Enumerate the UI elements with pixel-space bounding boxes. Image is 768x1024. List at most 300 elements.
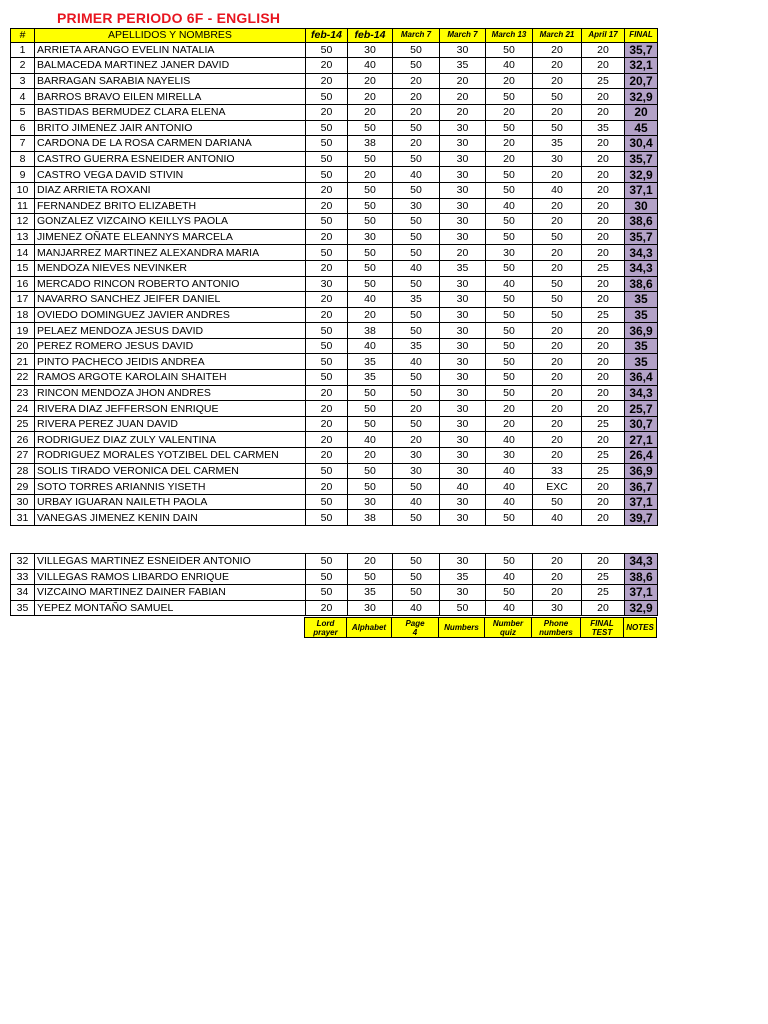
cell-feb14-b: 35 [348,370,393,386]
table-row [11,307,658,323]
header-april17: April 17 [582,29,625,43]
cell-feb14-b: 50 [348,569,393,585]
cell-march13: 50 [486,338,533,354]
cell-feb14-b: 40 [348,338,393,354]
cell-feb14-a: 20 [306,104,348,120]
cell-march7-a: 40 [393,260,440,276]
header-final: FINAL [625,29,658,43]
cell-feb14-b: 50 [348,151,393,167]
table-row [11,276,658,292]
cell-march21: 20 [533,569,582,585]
cell-final: 39,7 [625,510,658,526]
cell-name: MERCADO RINCON ROBERTO ANTONIO [35,276,306,292]
cell-feb14-b: 50 [348,401,393,417]
cell-final: 30 [625,198,658,214]
cell-march21: 20 [533,104,582,120]
table-row [11,569,658,585]
cell-feb14-b: 20 [348,73,393,89]
cell-march21: 40 [533,182,582,198]
cell-feb14-a: 50 [306,554,348,570]
cell-march21: 20 [533,354,582,370]
cell-april17: 20 [582,401,625,417]
cell-feb14-a: 50 [306,354,348,370]
cell-feb14-b: 50 [348,260,393,276]
header-march7-a: March 7 [393,29,440,43]
cell-march7-a: 40 [393,167,440,183]
cell-feb14-b: 50 [348,416,393,432]
legend-phone-numbers: Phone numbers [532,618,581,638]
cell-march13: 40 [486,569,533,585]
cell-num: 3 [11,73,35,89]
cell-april17: 25 [582,569,625,585]
cell-march7-a: 50 [393,510,440,526]
legend-notes: NOTES [624,618,657,638]
cell-feb14-a: 50 [306,42,348,58]
cell-march7-b: 30 [440,463,486,479]
cell-num: 28 [11,463,35,479]
cell-num: 22 [11,370,35,386]
header-march21: March 21 [533,29,582,43]
cell-april17: 20 [582,89,625,105]
table-row [11,600,658,616]
cell-april17: 20 [582,323,625,339]
cell-march7-b: 30 [440,338,486,354]
table-row [11,73,658,89]
cell-feb14-a: 20 [306,73,348,89]
cell-march7-b: 30 [440,229,486,245]
cell-march13: 50 [486,182,533,198]
cell-num: 34 [11,585,35,601]
legend-page-4: Page 4 [392,618,439,638]
table-row [11,229,658,245]
cell-num: 14 [11,245,35,261]
grades-table-extra [10,553,658,616]
cell-march7-a: 20 [393,89,440,105]
cell-feb14-b: 38 [348,323,393,339]
cell-april17: 20 [582,370,625,386]
cell-march7-b: 30 [440,554,486,570]
header-row [11,29,658,43]
cell-num: 8 [11,151,35,167]
table-row [11,182,658,198]
cell-march7-b: 30 [440,307,486,323]
cell-march13: 40 [486,432,533,448]
cell-final: 34,3 [625,245,658,261]
table-row [11,120,658,136]
cell-march7-a: 40 [393,494,440,510]
cell-april17: 20 [582,104,625,120]
cell-name: OVIEDO DOMINGUEZ JAVIER ANDRES [35,307,306,323]
cell-final: 25,7 [625,401,658,417]
cell-name: RODRIGUEZ DIAZ ZULY VALENTINA [35,432,306,448]
cell-march7-b: 35 [440,569,486,585]
cell-final: 32,9 [625,89,658,105]
cell-feb14-a: 50 [306,338,348,354]
cell-march13: 50 [486,214,533,230]
cell-march21: 20 [533,42,582,58]
cell-feb14-b: 20 [348,104,393,120]
cell-feb14-a: 20 [306,432,348,448]
cell-final: 30,4 [625,136,658,152]
cell-march21: 20 [533,585,582,601]
cell-num: 5 [11,104,35,120]
sheet-title: PRIMER PERIODO 6F - ENGLISH [57,10,281,26]
table-row [11,585,658,601]
cell-april17: 20 [582,338,625,354]
cell-march7-b: 20 [440,104,486,120]
cell-feb14-b: 50 [348,198,393,214]
cell-march13: 50 [486,292,533,308]
cell-march13: 20 [486,401,533,417]
cell-march7-a: 35 [393,292,440,308]
cell-march7-a: 30 [393,463,440,479]
cell-feb14-a: 50 [306,494,348,510]
cell-name: URBAY IGUARAN NAILETH PAOLA [35,494,306,510]
legend-alphabet: Alphabet [347,618,392,638]
cell-name: GONZALEZ VIZCAINO KEILLYS PAOLA [35,214,306,230]
cell-march7-a: 35 [393,338,440,354]
table-row [11,292,658,308]
cell-april17: 25 [582,307,625,323]
cell-num: 17 [11,292,35,308]
cell-march7-b: 30 [440,136,486,152]
cell-num: 21 [11,354,35,370]
cell-march13: 50 [486,42,533,58]
cell-march7-b: 30 [440,276,486,292]
cell-april17: 20 [582,479,625,495]
cell-march21: 50 [533,494,582,510]
cell-final: 36,9 [625,463,658,479]
cell-march7-b: 30 [440,432,486,448]
cell-march13: 40 [486,58,533,74]
cell-name: VANEGAS JIMENEZ KENIN DAIN [35,510,306,526]
cell-final: 35,7 [625,42,658,58]
cell-feb14-b: 20 [348,167,393,183]
cell-march7-b: 30 [440,198,486,214]
cell-feb14-b: 40 [348,292,393,308]
cell-march7-a: 50 [393,58,440,74]
cell-march21: EXC [533,479,582,495]
cell-march13: 40 [486,198,533,214]
cell-march7-b: 30 [440,370,486,386]
cell-march13: 50 [486,385,533,401]
cell-march7-a: 50 [393,569,440,585]
cell-march21: 30 [533,151,582,167]
cell-feb14-a: 50 [306,510,348,526]
cell-march21: 20 [533,416,582,432]
cell-march7-b: 30 [440,323,486,339]
table-row [11,338,658,354]
cell-march13: 50 [486,307,533,323]
cell-name: CASTRO GUERRA ESNEIDER ANTONIO [35,151,306,167]
cell-april17: 20 [582,151,625,167]
cell-num: 7 [11,136,35,152]
cell-feb14-a: 20 [306,292,348,308]
cell-feb14-b: 50 [348,214,393,230]
cell-march21: 20 [533,338,582,354]
cell-final: 26,4 [625,448,658,464]
cell-march21: 20 [533,432,582,448]
table-row [11,89,658,105]
cell-april17: 20 [582,600,625,616]
cell-name: ARRIETA ARANGO EVELIN NATALIA [35,42,306,58]
cell-final: 37,1 [625,182,658,198]
cell-march7-a: 40 [393,600,440,616]
legend-number-quiz: Number quiz [485,618,532,638]
cell-march13: 50 [486,89,533,105]
cell-march13: 20 [486,416,533,432]
table-row [11,136,658,152]
cell-final: 34,3 [625,385,658,401]
table-row [11,151,658,167]
cell-march13: 50 [486,260,533,276]
cell-feb14-b: 20 [348,307,393,323]
cell-name: CASTRO VEGA DAVID STIVIN [35,167,306,183]
cell-feb14-b: 30 [348,42,393,58]
cell-name: NAVARRO SANCHEZ JEIFER DANIEL [35,292,306,308]
cell-feb14-b: 30 [348,600,393,616]
cell-march7-b: 20 [440,89,486,105]
cell-march7-a: 50 [393,554,440,570]
cell-num: 26 [11,432,35,448]
cell-april17: 25 [582,416,625,432]
cell-march7-a: 50 [393,120,440,136]
cell-march21: 35 [533,136,582,152]
cell-num: 11 [11,198,35,214]
cell-num: 33 [11,569,35,585]
cell-march7-a: 50 [393,229,440,245]
cell-march7-a: 40 [393,354,440,370]
cell-feb14-a: 50 [306,151,348,167]
cell-num: 6 [11,120,35,136]
cell-april17: 25 [582,585,625,601]
cell-name: BALMACEDA MARTINEZ JANER DAVID [35,58,306,74]
cell-march7-b: 20 [440,73,486,89]
cell-march21: 20 [533,73,582,89]
cell-march13: 50 [486,510,533,526]
cell-march7-a: 50 [393,42,440,58]
cell-num: 10 [11,182,35,198]
cell-april17: 20 [582,167,625,183]
cell-march21: 20 [533,260,582,276]
header-feb14-a: feb-14 [306,29,348,43]
table-row [11,401,658,417]
cell-march21: 50 [533,276,582,292]
table-row [11,510,658,526]
cell-feb14-a: 20 [306,260,348,276]
cell-march7-b: 30 [440,120,486,136]
cell-march7-a: 50 [393,214,440,230]
cell-name: FERNANDEZ BRITO ELIZABETH [35,198,306,214]
cell-march7-b: 30 [440,42,486,58]
cell-march13: 40 [486,494,533,510]
cell-march7-a: 30 [393,198,440,214]
cell-march13: 40 [486,600,533,616]
cell-feb14-a: 50 [306,585,348,601]
cell-name: VILLEGAS MARTINEZ ESNEIDER ANTONIO [35,554,306,570]
cell-april17: 20 [582,292,625,308]
cell-march21: 20 [533,58,582,74]
cell-march7-a: 50 [393,416,440,432]
cell-april17: 25 [582,463,625,479]
cell-name: VILLEGAS RAMOS LIBARDO ENRIQUE [35,569,306,585]
cell-feb14-a: 50 [306,120,348,136]
table-row [11,245,658,261]
cell-march7-b: 30 [440,292,486,308]
cell-march7-b: 30 [440,214,486,230]
cell-march7-b: 30 [440,585,486,601]
cell-name: RIVERA DIAZ JEFFERSON ENRIQUE [35,401,306,417]
cell-march7-a: 20 [393,104,440,120]
cell-feb14-a: 20 [306,198,348,214]
cell-march7-a: 20 [393,73,440,89]
cell-num: 27 [11,448,35,464]
cell-feb14-a: 20 [306,385,348,401]
cell-num: 31 [11,510,35,526]
cell-feb14-b: 50 [348,120,393,136]
cell-final: 35 [625,307,658,323]
cell-march21: 20 [533,214,582,230]
cell-march7-b: 30 [440,510,486,526]
cell-feb14-a: 20 [306,182,348,198]
cell-feb14-a: 50 [306,463,348,479]
cell-march21: 20 [533,198,582,214]
cell-feb14-a: 20 [306,600,348,616]
cell-april17: 20 [582,354,625,370]
cell-march7-b: 30 [440,151,486,167]
table-row [11,416,658,432]
table-row [11,42,658,58]
cell-name: RAMOS ARGOTE KAROLAIN SHAITEH [35,370,306,386]
cell-march13: 50 [486,229,533,245]
cell-final: 35 [625,292,658,308]
cell-april17: 35 [582,120,625,136]
cell-march13: 50 [486,354,533,370]
cell-feb14-a: 20 [306,448,348,464]
cell-april17: 20 [582,276,625,292]
cell-feb14-a: 20 [306,401,348,417]
header-feb14-b: feb-14 [348,29,393,43]
cell-num: 23 [11,385,35,401]
cell-feb14-b: 50 [348,463,393,479]
cell-feb14-a: 20 [306,416,348,432]
cell-march13: 50 [486,167,533,183]
cell-march7-b: 40 [440,479,486,495]
cell-april17: 20 [582,42,625,58]
cell-feb14-b: 40 [348,432,393,448]
cell-march7-b: 20 [440,245,486,261]
table-row [11,198,658,214]
cell-march13: 40 [486,479,533,495]
header-name: APELLIDOS Y NOMBRES [35,29,306,43]
cell-final: 37,1 [625,585,658,601]
table-row [11,260,658,276]
cell-final: 37,1 [625,494,658,510]
cell-feb14-a: 50 [306,167,348,183]
cell-march7-a: 50 [393,182,440,198]
cell-feb14-b: 50 [348,182,393,198]
cell-april17: 20 [582,510,625,526]
cell-name: PEREZ ROMERO JESUS DAVID [35,338,306,354]
header-march13: March 13 [486,29,533,43]
table-row [11,58,658,74]
cell-num: 16 [11,276,35,292]
cell-final: 32,9 [625,600,658,616]
cell-num: 19 [11,323,35,339]
cell-march21: 50 [533,229,582,245]
table-row [11,370,658,386]
table-row [11,448,658,464]
legend-lord-prayer: Lord prayer [305,618,347,638]
cell-final: 34,3 [625,554,658,570]
cell-name: RODRIGUEZ MORALES YOTZIBEL DEL CARMEN [35,448,306,464]
table-row [11,167,658,183]
cell-num: 24 [11,401,35,417]
cell-name: MENDOZA NIEVES NEVINKER [35,260,306,276]
cell-final: 35,7 [625,229,658,245]
cell-name: JIMENEZ OÑATE ELEANNYS MARCELA [35,229,306,245]
table-row [11,385,658,401]
cell-march21: 20 [533,245,582,261]
cell-num: 4 [11,89,35,105]
cell-march21: 33 [533,463,582,479]
cell-march7-b: 35 [440,260,486,276]
cell-feb14-a: 50 [306,370,348,386]
cell-name: BRITO JIMENEZ JAIR ANTONIO [35,120,306,136]
cell-march7-a: 50 [393,370,440,386]
cell-march7-a: 50 [393,245,440,261]
table-row [11,463,658,479]
cell-march13: 50 [486,323,533,339]
table-row [11,354,658,370]
cell-march7-a: 30 [393,448,440,464]
cell-num: 20 [11,338,35,354]
cell-march13: 40 [486,276,533,292]
cell-march13: 20 [486,151,533,167]
cell-final: 20,7 [625,73,658,89]
cell-april17: 20 [582,554,625,570]
cell-feb14-b: 20 [348,554,393,570]
cell-march7-a: 50 [393,585,440,601]
cell-march13: 50 [486,554,533,570]
cell-final: 30,7 [625,416,658,432]
cell-feb14-b: 30 [348,229,393,245]
cell-march21: 30 [533,600,582,616]
cell-final: 32,9 [625,167,658,183]
cell-name: PINTO PACHECO JEIDIS ANDREA [35,354,306,370]
cell-march13: 50 [486,370,533,386]
cell-num: 13 [11,229,35,245]
legend-numbers: Numbers [439,618,485,638]
cell-feb14-a: 50 [306,569,348,585]
cell-final: 45 [625,120,658,136]
legend-final-test: FINAL TEST [581,618,624,638]
cell-num: 25 [11,416,35,432]
cell-feb14-b: 50 [348,385,393,401]
cell-march13: 30 [486,448,533,464]
table-row [11,432,658,448]
cell-march7-a: 20 [393,136,440,152]
cell-march21: 40 [533,510,582,526]
cell-final: 35 [625,354,658,370]
cell-feb14-a: 50 [306,245,348,261]
cell-feb14-a: 30 [306,276,348,292]
cell-march7-b: 35 [440,58,486,74]
cell-feb14-a: 20 [306,229,348,245]
cell-april17: 25 [582,448,625,464]
cell-num: 30 [11,494,35,510]
cell-num: 18 [11,307,35,323]
